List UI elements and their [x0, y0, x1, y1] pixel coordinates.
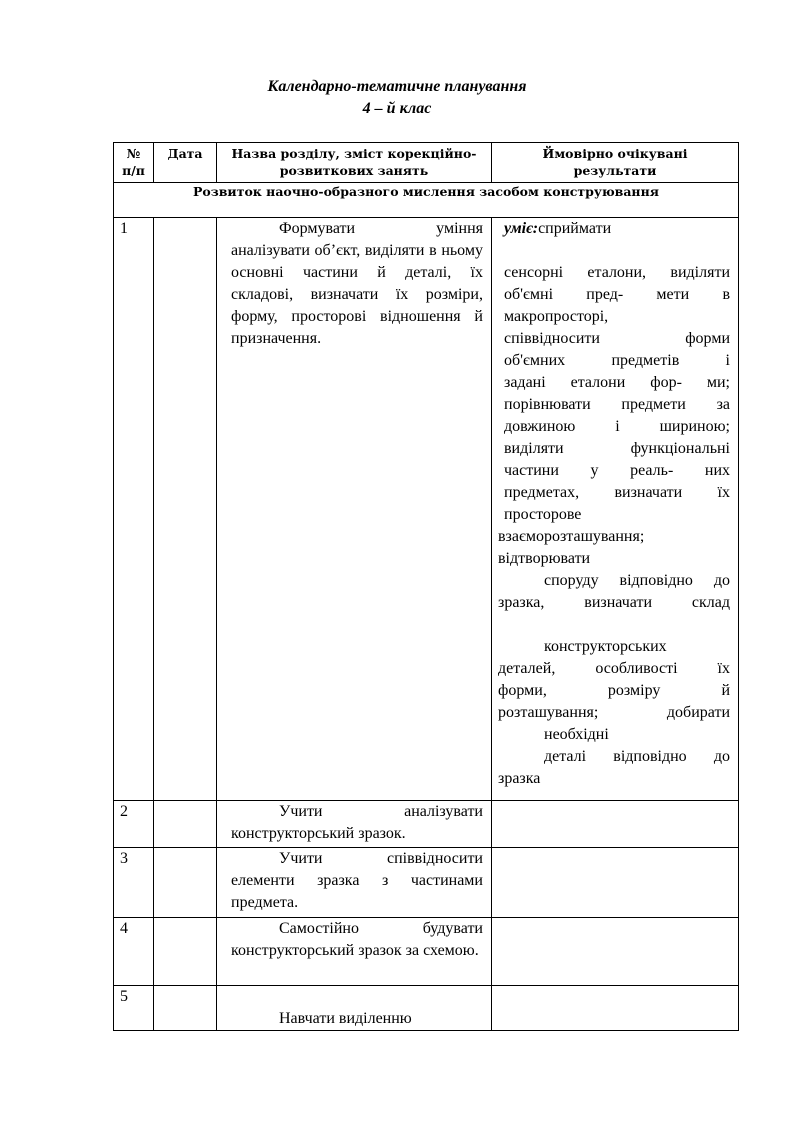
row-date	[154, 801, 217, 848]
row-date	[154, 986, 217, 1031]
row-results	[492, 918, 739, 986]
table-row	[114, 986, 739, 1031]
document-title: Календарно-тематичне планування	[267, 78, 527, 95]
table-row	[114, 848, 739, 918]
row-topic: Формувати уміння аналізувати об’єкт, виділяти в ньому основні частини й деталі, їх складові, визначати їх розміри, форму, просторові відношення й призначення.	[217, 218, 492, 801]
header-num: № п/п	[114, 143, 154, 183]
table-header-row	[114, 143, 739, 183]
row-date	[154, 218, 217, 801]
section-row	[114, 183, 739, 218]
row-number: 5	[114, 986, 154, 1031]
row-topic: Самостійно будувати конструкторський зразок за схемою.	[217, 918, 492, 986]
header-results: Ймовірно очікувані результати	[492, 143, 739, 183]
row-topic: Навчати виділенню	[217, 986, 492, 1031]
row-number: 4	[114, 918, 154, 986]
header-date: Дата	[154, 143, 217, 183]
row-results	[492, 848, 739, 918]
row-number: 3	[114, 848, 154, 918]
row-date	[154, 918, 217, 986]
table-row	[114, 918, 739, 986]
row-topic: Учити співвідносити елементи зразка з частинами предмета.	[217, 848, 492, 918]
row-results	[492, 986, 739, 1031]
row-number: 1	[114, 218, 154, 801]
row-results	[492, 801, 739, 848]
row-results: уміє:сприймати сенсорні еталони, виділяти об'ємні пред- мети в макропросторі, співвідносити форми об'ємних предметів і задані еталони фор- ми; порівнювати предмети за довжиною і шириною; виділяти функціональні частини у реаль- них предметах, визначати їх просторове взаєморозташування; відтворювати споруду відповідно до зразка, визначати склад конструкторських деталей, особливості їх форми, розміру й розташування; добирати необхідні деталі відповідно до зразка	[492, 218, 739, 801]
row-topic: Учити аналізувати конструкторський зразок.	[217, 801, 492, 848]
table-row	[114, 801, 739, 848]
document-subtitle: 4 – й клас	[362, 100, 432, 117]
section-title: Розвиток наочно-образного мислення засобом конструювання	[114, 183, 739, 218]
row-date	[154, 848, 217, 918]
header-topic: Назва розділу, зміст корекційно- розвиткових занять	[217, 143, 492, 183]
table-row	[114, 218, 739, 801]
row-number: 2	[114, 801, 154, 848]
planning-table	[113, 142, 739, 1031]
